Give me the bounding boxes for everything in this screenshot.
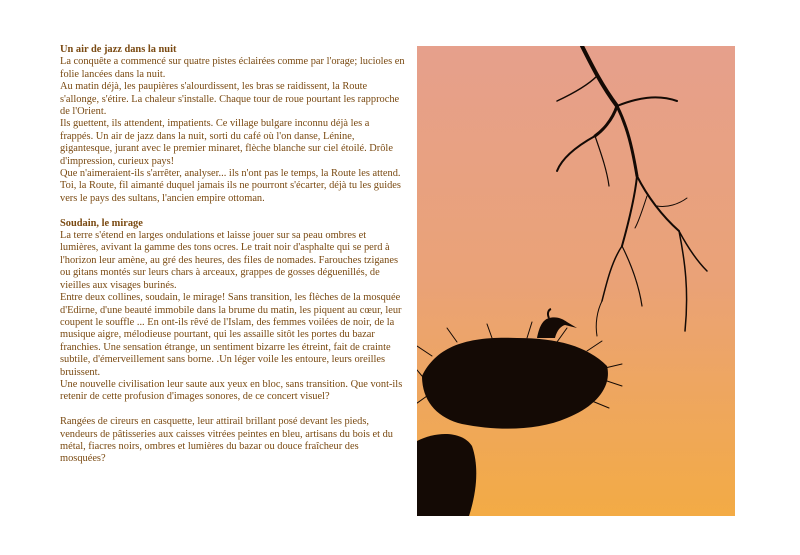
paragraph: La terre s'étend en larges ondulations et laisse jouer sur sa peau ombres et lumières, avivant la gamme des tons ocres. Le trait noir d'asphalte qui se perd à l'horizon leur amène, au gré des heures, des files de nomades. Farouches tziganes ou gitans montés sur leurs chars à arceaux, grappes de gosses déguenillés, de vieilles aux visages burinés. bbox=[60, 230, 399, 291]
section-jazz bbox=[60, 44, 405, 205]
paragraph: Au matin déjà, les paupières s'alourdissent, les bras se raidissent, la Route s'allonge, s'étire. La chaleur s'installe. Chaque tour de roue pourtant les rapproche de l'Orient. bbox=[60, 81, 400, 118]
paragraph: Une nouvelle civilisation leur saute aux yeux en bloc, sans transition. Que vont-ils retenir de cette profusion d'images sonores, de ce concert visuel? bbox=[60, 378, 403, 403]
chimney-silhouette bbox=[417, 434, 476, 516]
paragraph: Que n'aimeraient-ils s'arrêter, analyser... ils n'ont pas le temps, la Route les attend. bbox=[60, 168, 401, 180]
stork-nest-silhouette-photo bbox=[417, 46, 735, 516]
paragraph: Rangées de cireurs en casquette, leur attirail brillant posé devant les pieds, vendeurs de pâtisseries aux caisses vitrées peintes en bleu, artisans du bois et du métal, fiacres noirs, ombres et lumières du bazar ou douce fraîcheur des mosquées? bbox=[60, 416, 393, 465]
paragraph: La conquête a commencé sur quatre pistes éclairées comme par l'orage; lucioles en folie lancées dans la nuit. bbox=[60, 56, 405, 80]
paragraph: Ils guettent, ils attendent, impatients. Ce village bulgare inconnu déjà les a frappés. Un air de jazz dans la nuit, sorti du café où l'on danse, Lénine, gigantesque, jurant avec le premier minaret, flèche blanche sur ciel étoilé. Drôle d'impression, curieux pays! bbox=[60, 118, 393, 167]
section-title: Un air de jazz dans la nuit bbox=[60, 44, 177, 55]
article-text bbox=[60, 44, 405, 466]
paragraph: Toi, la Route, fil aimanté duquel jamais ils ne pourront s'écarter, déjà tu les guides vers le pays des sultans, l'ancien empire ottoman. bbox=[60, 180, 401, 204]
paragraph: Entre deux collines, soudain, le mirage! Sans transition, les flèches de la mosquée d'Edirne, d'une beauté immobile dans la brume du matin, les piquent au cœur, leur coupent le souffle ... En ont-ils rêvé de l'Islam, des femmes voilées de noir, de la musique aigre, mélodieuse pourtant, qui les assaille sitôt les portes du bazar franchies. Une sensation étrange, un sentiment bizarre les étreint, fait de crainte subtile, d'émerveillement sans borne. .Un léger voile les entoure, leurs oreilles bruissent. bbox=[60, 292, 402, 378]
stork-nest-photo bbox=[417, 46, 735, 516]
section-title: Soudain, le mirage bbox=[60, 217, 143, 229]
paragraph-gap bbox=[60, 404, 405, 416]
section-mirage bbox=[60, 218, 405, 466]
